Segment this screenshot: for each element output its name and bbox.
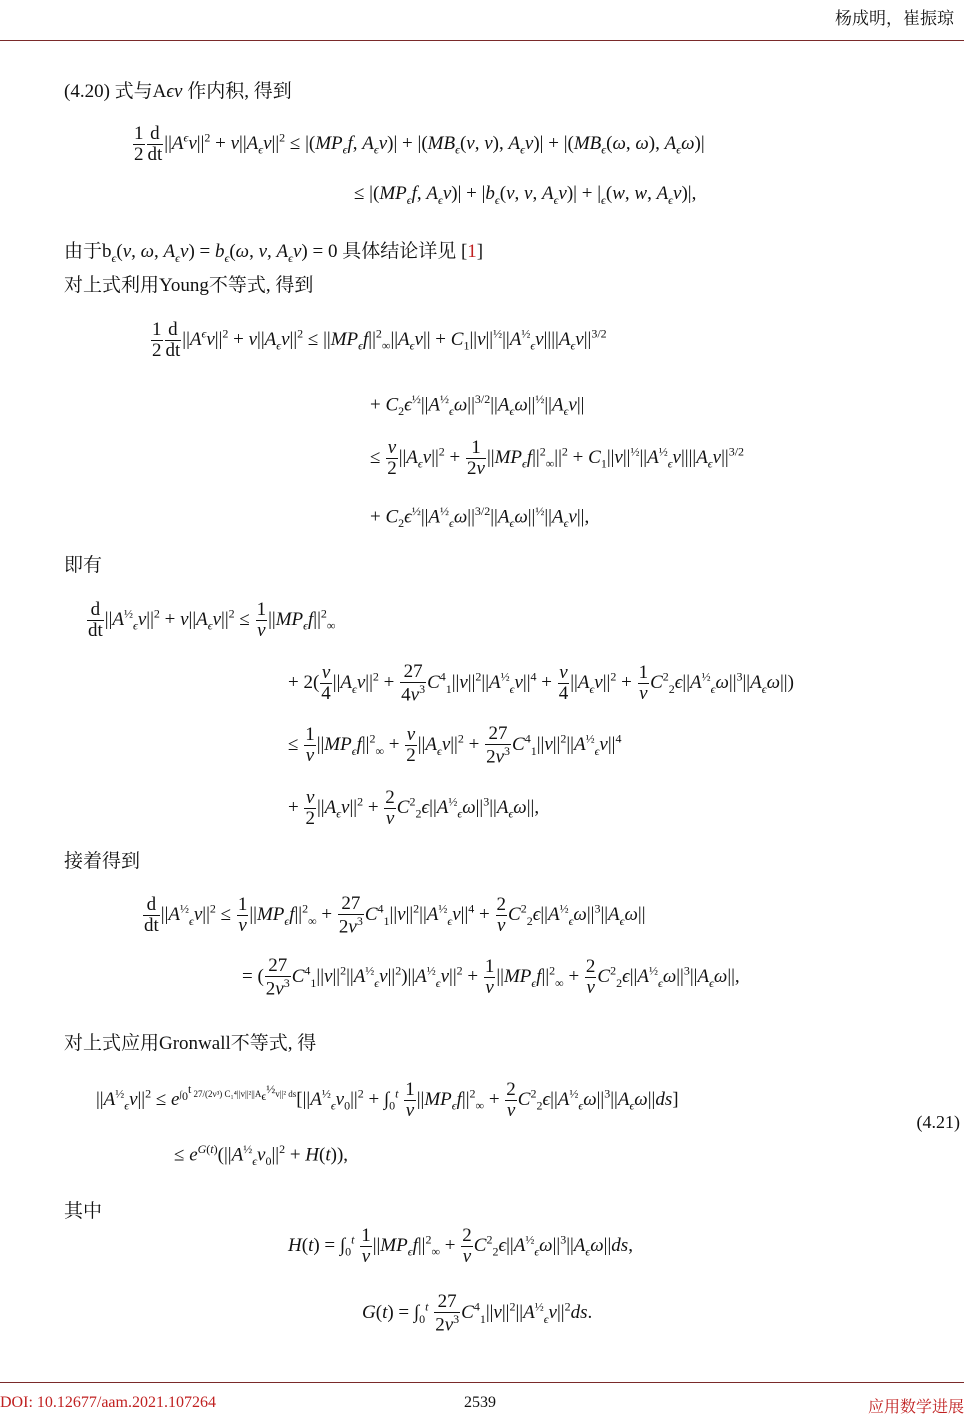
equation-line: + $C_2\epsilon^{\frac{1}{2}}||A^{\frac{1}{2}}_\epsilon\omega||^{3/2}||A_\epsilon\omega||^{\frac{1}{2}}||A_\epsilon v||$, xyxy=(370,504,590,531)
equation-line: $\frac{1}{2}$ $\frac{d}{dt}$ $||A^\epsilon v||^2 + \nu||A_\epsilon v||^2 \le ||MP_\epsilon f||^2_\infty||A_\epsilon v|| + C_1||v||^{\frac{1}{2}}||A^{\frac{1}{2}}_\epsilon v||||A_\epsilon v||^{3/2}$ xyxy=(152,319,607,361)
equation-line: $\frac{d}{dt}$ $||A^{\frac{1}{2}}_\epsilon v||^2 + \nu||A_\epsilon v||^2$ ≤ $\frac{1}{\nu}$ $||MP_\epsilon f||^2_\infty$ xyxy=(88,599,336,641)
paragraph-gronwall: 对上式应用Gronwall不等式, 得 xyxy=(64,1033,317,1054)
footer-journal: 应用数学进展 xyxy=(867,1399,964,1416)
paragraph-since: 由于$b_\epsilon(v$, ω, $A_\epsilon v) = b_\epsilon(\omega$, v, $A_\epsilon v) = 0$ 具体结论详见 [1] xyxy=(64,241,484,265)
equation-line: $||A^{\frac{1}{2}}_\epsilon v||^2 \le e^{\int_0^t 27/(2\nu^3) C_1^4||v||^2||A_\epsilon^{\frac{1}{2}}v||^2 ds}[||A^{\frac{1}{2}}_\epsilon v_0||^2 + \int_0^t$ $\frac{1}{\nu}$ $||MP_\epsilon f||^2_\infty$ + $\frac{2}{\nu}$ $C^2_2\epsilon||A^{\frac{1}{2}}_\epsilon\omega||^3||A_\epsilon\omega||ds$] xyxy=(96,1079,679,1121)
paragraph-text-tail: 作内积, 得到 xyxy=(182,81,292,102)
equation-line: $G(t) = \int_0^t$ $\frac{27}{2\nu^3}$ $C^4_1||v||^2||A^{\frac{1}{2}}_\epsilon v||^2ds$. xyxy=(362,1291,593,1336)
citation-bracket: ] xyxy=(476,241,484,262)
header-rule xyxy=(0,40,964,41)
footer-doi[interactable]: DOI: 10.12677/aam.2021.107264 xyxy=(0,1394,216,1411)
equation-line: $H(t) = \int_0^t$ $\frac{1}{\nu}$ $||MP_\epsilon f||^2_\infty$ + $\frac{2}{\nu}$ $C^2_2\epsilon||A^{\frac{1}{2}}_\epsilon\omega||^3||A_\epsilon\omega||ds$, xyxy=(288,1225,633,1267)
equation-line: $\frac{1}{2}$ $\frac{d}{dt}$ $||A^\epsilon v||^2 + \nu||A_\epsilon v||^2 \le |(MP_\epsilon f$, $A_\epsilon v)| + |(MB_\epsilon(v$, v), $A_\epsilon v)| + |(MB_\epsilon(\omega$, ω), $A_\epsilon\omega)|$ xyxy=(134,123,705,165)
paragraph-inner-product: (4.20) 式与Aϵv 作内积, 得到 xyxy=(64,81,292,102)
equation-line: + 2( $\frac{\nu}{4}$ $||A_\epsilon v||^2$ + $\frac{27}{4\nu^3}$ $C^4_1||v||^2||A^{\frac{1}{2}}_\epsilon v||^4$ + $\frac{\nu}{4}$ $||A_\epsilon v||^2$ + $\frac{1}{\nu}$ $C^2_2\epsilon||A^{\frac{1}{2}}_\epsilon\omega||^3||A_\epsilon\omega||$) xyxy=(288,661,794,706)
paragraph-next: 接着得到 xyxy=(64,851,141,872)
equation-line: ≤ $|(MP_\epsilon f$, $A_\epsilon v)| + |b_\epsilon(v$, v, $A_\epsilon v)| + |_\epsilon(w$, w, $A_\epsilon v)|$, xyxy=(354,183,697,207)
paragraph-text-tail: 具体结论详见 [ xyxy=(337,241,468,262)
paragraph-text: 由于b xyxy=(64,241,112,262)
footer-page-number: 2539 xyxy=(464,1394,496,1411)
equation-line: $\frac{d}{dt}$ $||A^{\frac{1}{2}}_\epsilon v||^2$ ≤ $\frac{1}{\nu}$ $||MP_\epsilon f||^2_\infty$ + $\frac{27}{2\nu^3}$ $C^4_1||v||^2||A^{\frac{1}{2}}_\epsilon v||^4$ + $\frac{2}{\nu}$ $C^2_2\epsilon||A^{\frac{1}{2}}_\epsilon\omega||^3||A_\epsilon\omega||$ xyxy=(144,893,646,938)
equation-line: ≤ $e^{G(t)}(||A^{\frac{1}{2}}_\epsilon v_0||^2 + H(t))$, xyxy=(174,1142,349,1169)
paragraph-thus: 即有 xyxy=(64,555,103,576)
equation-number: (4.21) xyxy=(916,1112,960,1132)
paragraph-young: 对上式利用Young不等式, 得到 xyxy=(64,275,314,296)
running-header-authors: 杨成明，崔振琼 xyxy=(835,9,954,28)
paragraph-where: 其中 xyxy=(64,1201,103,1222)
paragraph-text: (4.20) 式与A xyxy=(64,81,167,102)
equation-line: + $\frac{\nu}{2}$ $||A_\epsilon v||^2$ + $\frac{2}{\nu}$ $C^2_2\epsilon||A^{\frac{1}{2}}_\epsilon\omega||^3||A_\epsilon\omega||$, xyxy=(288,787,540,829)
equation-line: ≤ $\frac{1}{\nu}$ $||MP_\epsilon f||^2_\infty$ + $\frac{\nu}{2}$ $||A_\epsilon v||^2$ + $\frac{27}{2\nu^3}$ $C^4_1||v||^2||A^{\frac{1}{2}}_\epsilon v||^4$ xyxy=(288,723,622,768)
equation-line: + $C_2\epsilon^{\frac{1}{2}}||A^{\frac{1}{2}}_\epsilon\omega||^{3/2}||A_\epsilon\omega||^{\frac{1}{2}}||A_\epsilon v||$ xyxy=(370,392,585,419)
equation-line: = ( $\frac{27}{2\nu^3}$ $C^4_1||v||^2||A^{\frac{1}{2}}_\epsilon v||^2)||A^{\frac{1}{2}}_\epsilon v||^2$ + $\frac{1}{\nu}$ $||MP_\epsilon f||^2_\infty$ + $\frac{2}{\nu}$ $C^2_2\epsilon||A^{\frac{1}{2}}_\epsilon\omega||^3||A_\epsilon\omega||$, xyxy=(242,955,740,1000)
footer-rule xyxy=(0,1382,964,1383)
equation-line: ≤ $\frac{\nu}{2}$ $||A_\epsilon v||^2$ + $\frac{1}{2\nu}$ $||MP_\epsilon f||^2_\infty||^2 + C_1||v||^{\frac{1}{2}}||A^{\frac{1}{2}}_\epsilon v||||A_\epsilon v||^{3/2}$ xyxy=(370,437,745,479)
citation-link[interactable]: 1 xyxy=(467,241,477,262)
